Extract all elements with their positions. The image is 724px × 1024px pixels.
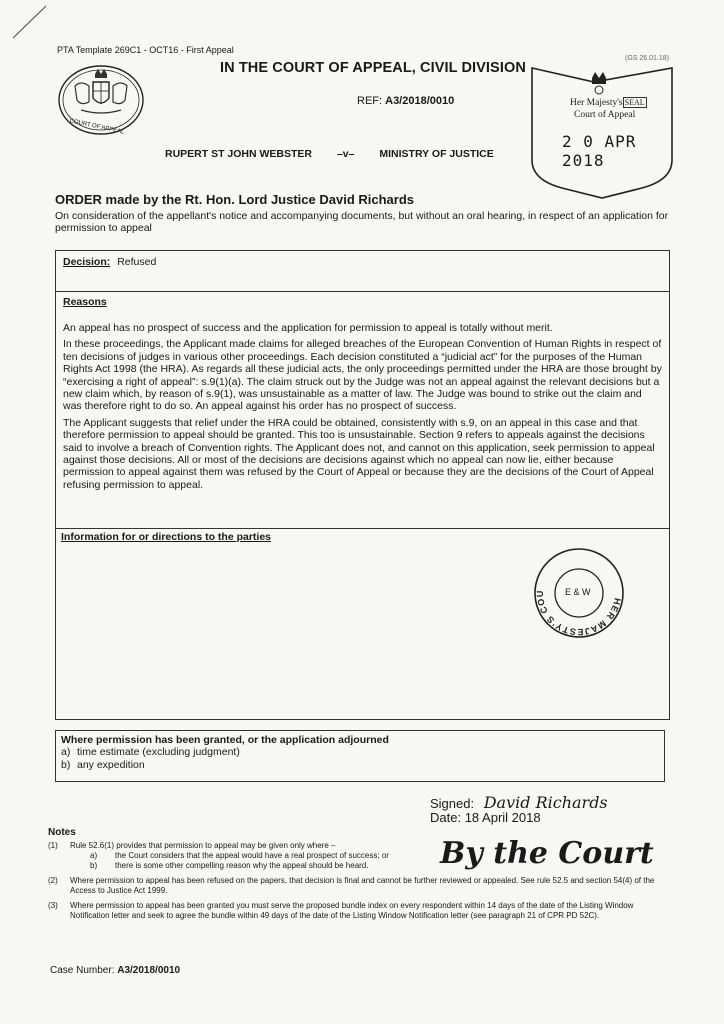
court-seal-stamp (522, 60, 682, 200)
stamp-line1: Her Majesty's (570, 98, 623, 108)
case-number-label: Case Number: (50, 965, 115, 976)
court-title: IN THE COURT OF APPEAL, CIVIL DIVISION (220, 60, 526, 76)
permission-heading: Where permission has been granted, or the application adjourned (61, 734, 389, 746)
note-text: Where permission to appeal has been granted you must serve the proposed bundle index on every respondent within 14 days of the date of the Listing Window Notification letter and seek to agree the bundle within 49 days of the date of the Listing Window Notification letter (see paragraph 21 of CPR PD 52C). (70, 901, 634, 920)
versus: –v– (336, 148, 355, 160)
reasons-paragraph: In these proceedings, the Applicant made claims for alleged breaches of the European Convention of Human Rights in respect of ten decisions of judges in various other proceedings. Each decision constituted a “judicial act” for the purposes of the Human Rights Act 1998 (the HRA). As regards all these judicial acts, the only proceedings permitted under the HRA are those brought by “exercising a right of appeal”: s.9(1)(a). The claim struck out by the Judge was not an appeal against the relevant decisions but a new claim which, by reason of s.9(1), was unsustainable as a matter of law. The Judge was bound to strike out the claim and was therefore right to do so. An appeal against his order has no prospect of success. (63, 338, 662, 413)
note-item (48, 876, 670, 896)
round-stamp-center: E & W (565, 587, 591, 597)
reasons-label: Reasons (63, 296, 107, 308)
signed-label: Signed: (430, 796, 475, 811)
appellant-name: RUPERT ST JOHN WEBSTER (165, 148, 313, 160)
royal-crest-logo (55, 62, 147, 142)
round-stamp-outer-text: HER MAJESTY'S COU (534, 589, 623, 638)
reasons-paragraph: The Applicant suggests that relief under the HRA could be obtained, consistently with s.9, on an appeal in this case and that therefore permission to appeal should be granted. This too is unsustainable. Section 9 refers to appeals against the decisions said to involve a breach of Convention rights. The Applicant does not, and cannot on this application, seek permission to appeal against those decisions. All or most of the decisions are decisions against which no appeal can now lie, either because permission to appeal against them was refused by the Court of Appeal or because they are the decisions of the Court of Appeal refusing permission to appeal. (63, 416, 655, 491)
note-item (48, 901, 670, 921)
signature: David Richards (483, 793, 608, 812)
by-the-court-stamp: By the Court (440, 836, 654, 871)
information-label: Information for or directions to the parties (61, 531, 272, 543)
permission-item (61, 759, 659, 772)
stamp-date: 2 0 APR 2018 (562, 132, 637, 170)
order-heading: ORDER made by the Rt. Hon. Lord Justice David Richards (55, 192, 415, 207)
case-parties (165, 148, 516, 160)
stamp-seal-tag: SEAL (624, 98, 645, 107)
template-reference: PTA Template 269C1 - OCT16 - First Appeal (57, 45, 234, 55)
permission-box (55, 730, 665, 782)
note-marker: (2) (48, 876, 58, 885)
ref-label: REF: (357, 95, 383, 107)
date-label: Date: (430, 810, 462, 825)
ref-value: A3/2018/0010 (385, 95, 455, 107)
case-number-value: A3/2018/0010 (117, 965, 181, 976)
decision-section (56, 251, 669, 292)
stamp-line2: Court of Appeal (574, 110, 636, 120)
reasons-section (56, 292, 669, 529)
note-item (48, 841, 670, 851)
item-text: any expedition (77, 759, 145, 771)
item-text: time estimate (excluding judgment) (77, 746, 240, 758)
note-text: Where permission to appeal has been refused on the papers, that decision is final and cannot be further reviewed or appealed. See rule 52.5 and section 54(4) of the Access to Justice Act 1999. (70, 876, 655, 895)
note-subitem (48, 851, 670, 861)
note-subitem (48, 861, 670, 871)
note-sub-text: the Court considers that the appeal would have a real prospect of success; or (115, 851, 389, 860)
decision-value: Refused (117, 256, 157, 268)
case-number (50, 965, 180, 976)
note-marker: (1) (48, 841, 58, 850)
round-court-stamp (531, 545, 627, 641)
reasons-paragraph: An appeal has no prospect of success and the application for permission to appeal is totally without merit. (63, 322, 553, 334)
note-text: Rule 52.6(1) provides that permission to appeal may be given only where – (70, 841, 336, 850)
date-line (430, 810, 541, 825)
notes-heading: Notes (48, 827, 76, 838)
consideration-text: On consideration of the appellant's notice and accompanying documents, but without an oral hearing, in respect of an application for permission to appeal (55, 210, 669, 234)
decision-label: Decision: (63, 256, 111, 268)
information-section (56, 529, 669, 723)
note-sub-marker: b) (90, 861, 98, 870)
gs-code: (GS 26.01.18) (625, 55, 669, 62)
crest-seal-text: COURT OF APPEAL (68, 118, 125, 136)
note-sub-marker: a) (90, 851, 98, 860)
note-marker: (3) (48, 901, 58, 910)
item-marker: a) (61, 746, 71, 758)
permission-item (61, 746, 659, 759)
notes-list (48, 841, 670, 921)
date-value: 18 April 2018 (464, 810, 541, 825)
pen-mark (8, 2, 48, 42)
shield-stamp-icon (522, 60, 682, 200)
respondent-name: MINISTRY OF JUSTICE (379, 148, 494, 160)
order-box (55, 250, 670, 720)
item-marker: b) (61, 759, 71, 771)
note-sub-text: there is some other compelling reason why the appeal should be heard. (115, 861, 369, 870)
reference-line (357, 95, 454, 107)
